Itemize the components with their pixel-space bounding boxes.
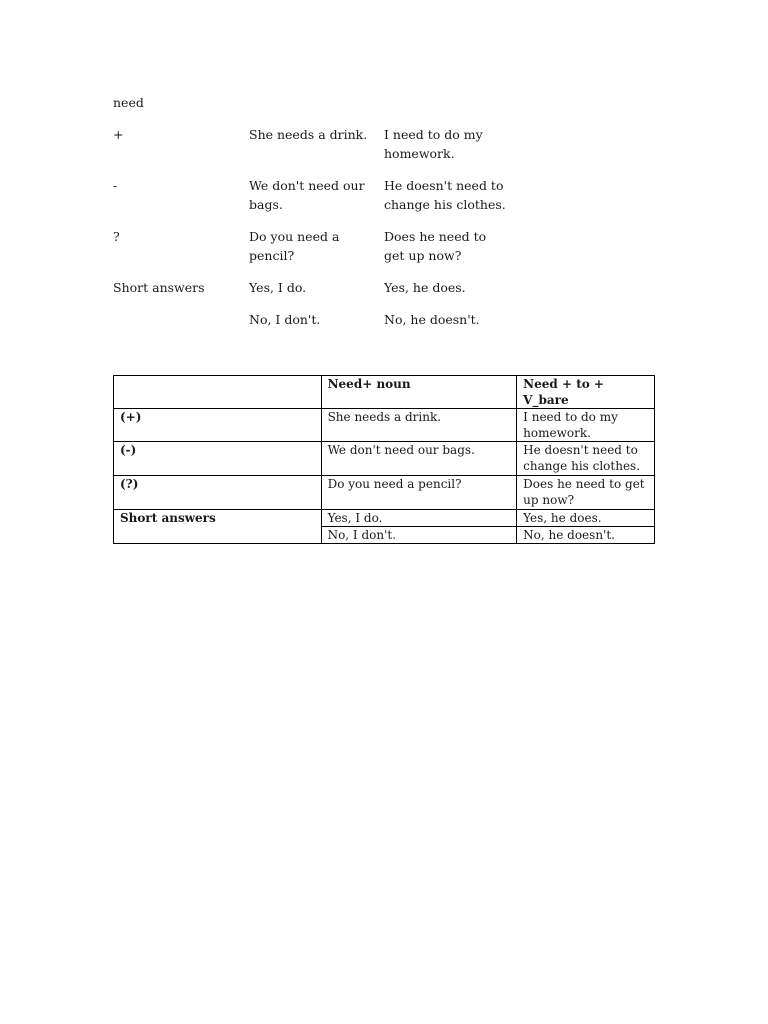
table-row-label: Short answers xyxy=(114,510,322,544)
row-example-noun: She needs a drink. xyxy=(249,127,368,142)
row-example-verb: Yes, he does. xyxy=(384,280,466,295)
row-example-noun: Yes, I do. xyxy=(249,280,307,295)
row-example-verb: I need to do my homework. xyxy=(384,127,483,161)
table-cell: No, I don't. xyxy=(321,527,517,544)
table-header-row xyxy=(114,376,655,409)
table-header-cell xyxy=(114,376,322,409)
table-row-label: (-) xyxy=(114,442,322,476)
table-cell: Yes, he does. xyxy=(517,510,655,527)
table-row-label: (?) xyxy=(114,476,322,510)
row-example-verb: Does he need to get up now? xyxy=(384,229,487,263)
table-cell: Yes, I do. xyxy=(321,510,517,527)
table-cell: No, he doesn't. xyxy=(517,527,655,544)
row-example-noun: Do you need a pencil? xyxy=(249,229,340,263)
table-row-label: (+) xyxy=(114,409,322,442)
table-row xyxy=(114,476,655,510)
table-cell: She needs a drink. xyxy=(321,409,517,442)
table-row xyxy=(114,442,655,476)
table-row xyxy=(114,409,655,442)
table-header-cell: Need + to + V_bare xyxy=(517,376,655,409)
row-example-noun: We don't need our bags. xyxy=(249,178,365,212)
table-header-cell: Need+ noun xyxy=(321,376,517,409)
row-label: + xyxy=(113,127,124,142)
table-cell: We don't need our bags. xyxy=(321,442,517,476)
row-example-verb: He doesn't need to change his clothes. xyxy=(384,178,506,212)
row-label: ? xyxy=(113,229,120,244)
table-cell: Does he need to get up now? xyxy=(517,476,655,510)
grammar-table xyxy=(113,375,655,544)
row-label: - xyxy=(113,178,118,193)
page-title: need xyxy=(113,95,144,110)
table-row xyxy=(114,510,655,527)
table-cell: I need to do my homework. xyxy=(517,409,655,442)
table-cell: Do you need a pencil? xyxy=(321,476,517,510)
row-label: Short answers xyxy=(113,280,205,295)
table-cell: He doesn't need to change his clothes. xyxy=(517,442,655,476)
row-example-verb: No, he doesn't. xyxy=(384,312,480,327)
row-example-noun: No, I don't. xyxy=(249,312,321,327)
